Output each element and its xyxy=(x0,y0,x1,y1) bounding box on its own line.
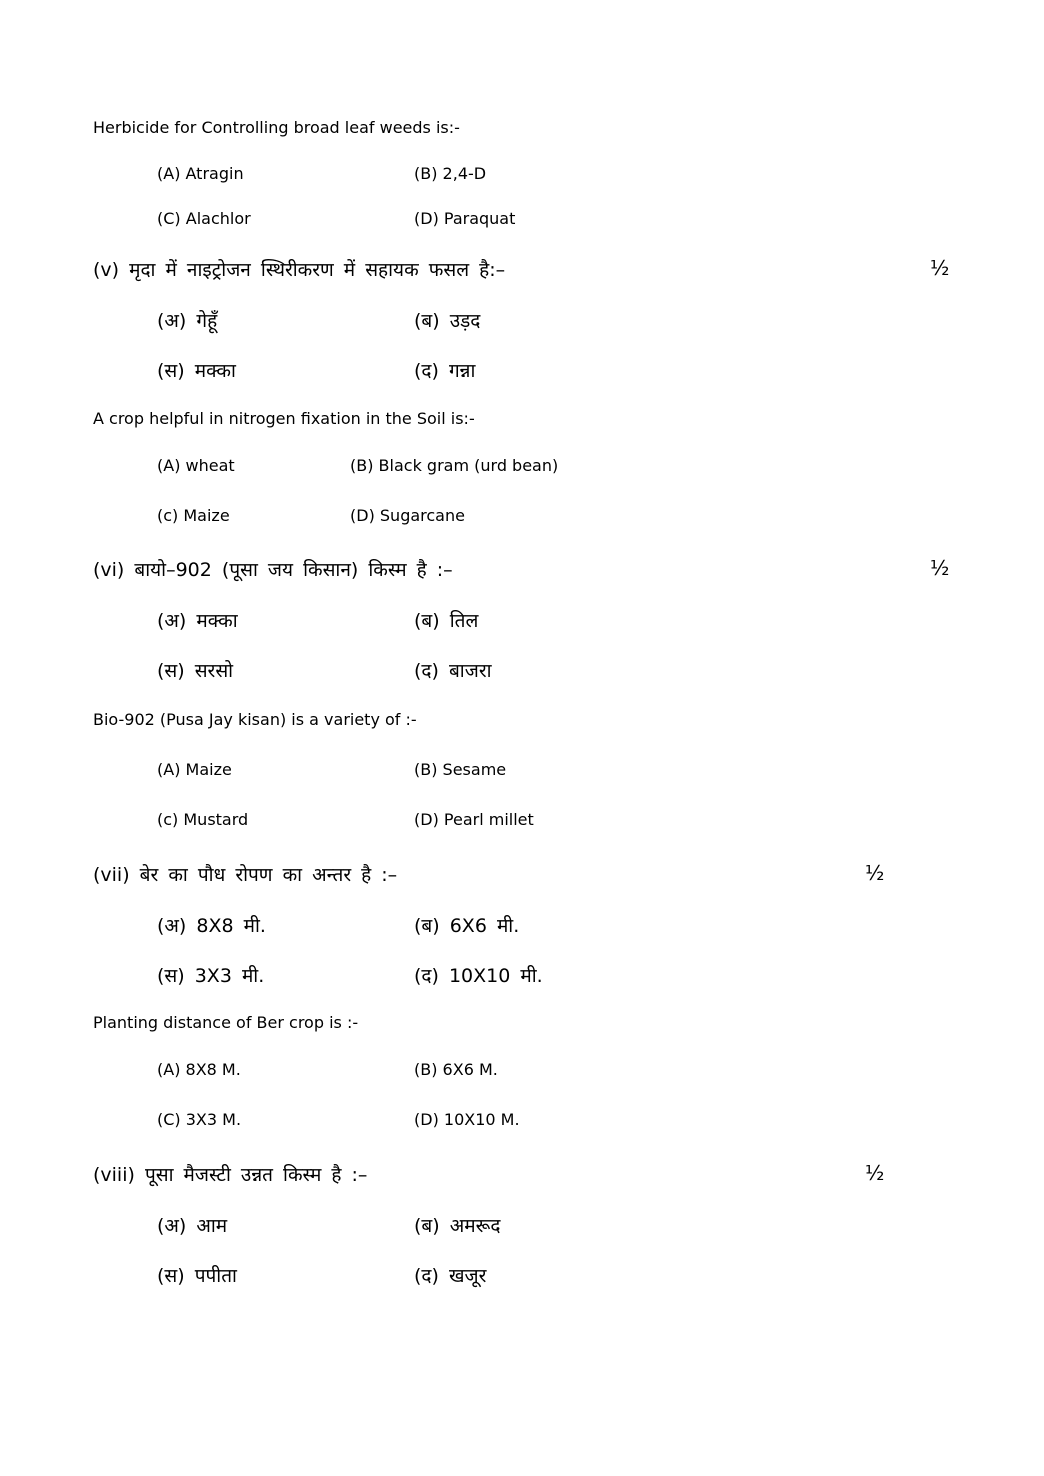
question-text: (viii) पूसा मैजस्टी उन्नत किस्म है :– xyxy=(93,1164,368,1186)
option-b: (B) 2,4-D xyxy=(414,164,487,183)
option-a: (A) Maize xyxy=(157,760,232,779)
option-a: (अ) गेहूँ xyxy=(157,310,218,332)
option-a: (अ) मक्का xyxy=(157,610,238,632)
option-c: (c) Mustard xyxy=(157,810,249,829)
option-c: (स) 3X3 मी. xyxy=(157,965,265,987)
option-d: (द) खजूर xyxy=(414,1265,487,1287)
option-b: (ब) 6X6 मी. xyxy=(414,915,520,937)
option-c: (c) Maize xyxy=(157,506,230,525)
option-c: (स) पपीता xyxy=(157,1265,237,1287)
option-a: (A) 8X8 M. xyxy=(157,1060,241,1079)
marks: ½ xyxy=(930,556,950,580)
option-d: (द) 10X10 मी. xyxy=(414,965,543,987)
option-d: (द) गन्ना xyxy=(414,360,476,382)
option-c: (C) 3X3 M. xyxy=(157,1110,242,1129)
option-c: (स) सरसो xyxy=(157,660,234,682)
question-text: (vii) बेर का पौध रोपण का अन्तर है :– xyxy=(93,864,398,886)
question-text: A crop helpful in nitrogen fixation in the Soil is:- xyxy=(93,409,475,428)
marks: ½ xyxy=(865,861,885,885)
option-a: (A) Atragin xyxy=(157,164,244,183)
option-b: (ब) उड़द xyxy=(414,310,481,332)
option-d: (D) Paraquat xyxy=(414,209,516,228)
option-a: (अ) 8X8 मी. xyxy=(157,915,266,937)
option-b: (ब) तिल xyxy=(414,610,479,632)
option-d: (D) Sugarcane xyxy=(350,506,465,525)
option-b: (B) Black gram (urd bean) xyxy=(350,456,559,475)
marks: ½ xyxy=(865,1161,885,1185)
option-b: (B) Sesame xyxy=(414,760,507,779)
question-text: (vi) बायो–902 (पूसा जय किसान) किस्म है :– xyxy=(93,559,453,581)
option-c: (स) मक्का xyxy=(157,360,236,382)
option-d: (द) बाजरा xyxy=(414,660,492,682)
option-a: (अ) आम xyxy=(157,1215,228,1237)
question-text: (v) मृदा में नाइट्रोजन स्थिरीकरण में सहायक फसल है:– xyxy=(93,259,506,281)
option-a: (A) wheat xyxy=(157,456,235,475)
option-b: (ब) अमरूद xyxy=(414,1215,501,1237)
marks: ½ xyxy=(930,256,950,280)
option-d: (D) Pearl millet xyxy=(414,810,534,829)
option-d: (D) 10X10 M. xyxy=(414,1110,520,1129)
question-text: Herbicide for Controlling broad leaf weeds is:- xyxy=(93,118,460,137)
question-text: Bio-902 (Pusa Jay kisan) is a variety of :- xyxy=(93,710,417,729)
option-c: (C) Alachlor xyxy=(157,209,251,228)
question-text: Planting distance of Ber crop is :- xyxy=(93,1013,359,1032)
option-b: (B) 6X6 M. xyxy=(414,1060,498,1079)
